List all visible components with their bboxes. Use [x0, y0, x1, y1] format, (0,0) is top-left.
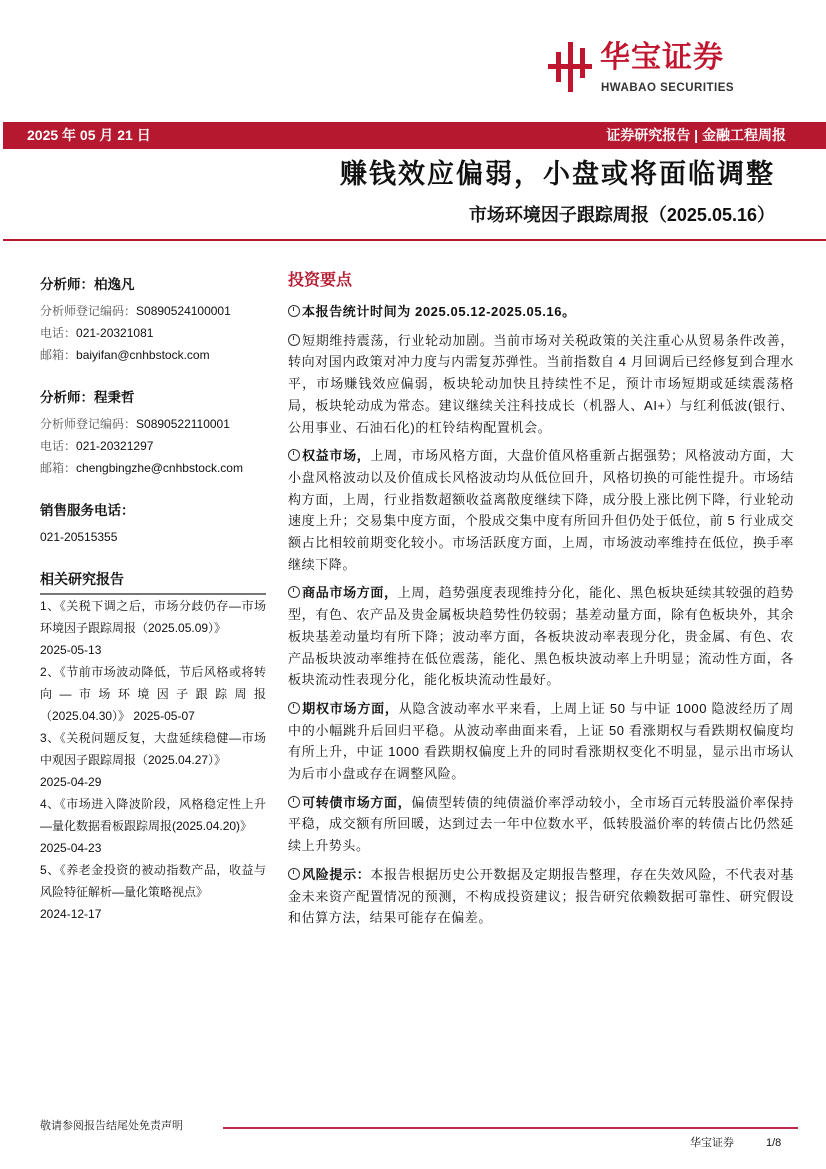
related-title[interactable]: 3、《关税问题反复，大盘延续稳健—市场中观因子跟踪周报（2025.04.27）》 [40, 731, 266, 767]
clock-bullet-icon [288, 449, 300, 461]
summary-paragraph [288, 582, 794, 691]
paragraph-text: 上周，趋势强度表现维持分化，能化、黑色板块延续其较强的趋势型，有色、农产品及贵金属板块趋势性仍较弱；基差动量方面，除有色板块外，其余板块基差动量均有所下降；波动率方面，各板块波动率表现分化，贵金属、有色、农产品板块波动率维持在低位震荡，能化、黑色板块波动率上升明显；流动性方面，各板块流动性表现分化，能化板块流动性最好。 [288, 585, 794, 688]
related-report-item[interactable] [40, 859, 266, 925]
related-reports-heading: 相关研究报告 [40, 570, 266, 595]
summary-paragraph [288, 698, 794, 785]
email-label: 邮箱： [40, 461, 77, 475]
paragraph-text: 本报告根据历史公开数据及定期报告整理，存在失效风险，不代表对基金未来资产配置情况的预测，不构成投资建议；报告研究依赖数据可靠性、研究假设和估算方法，结果可能存在偏差。 [288, 866, 794, 926]
header-bar [3, 122, 826, 149]
analyst-heading: 分析师：柏逸凡 [40, 277, 135, 292]
clock-bullet-icon [288, 305, 300, 317]
paragraph-lead: 权益市场， [302, 448, 371, 464]
analyst-block [40, 276, 266, 366]
summary-paragraph [288, 301, 794, 323]
paragraph-text: 上周，市场风格方面，大盘价值风格重新占据强势；风格波动方面，大小盘风格波动以及价值成长风格波动均从低位回升，风格切换的可能性提升。市场结构方面，上周，行业指数超额收益离散度继续下降，成分股上涨比例下降，行业轮动速度上升；交易集中度方面，个股成交集中度有所回升但仍处于低位，前 5 行业成交额占比相较前期变化较小。市场活跃度方面，上周，市场波动率维持在低位，换手率继续下降。 [288, 448, 794, 572]
sales-heading: 销售服务电话： [40, 503, 135, 518]
hwabao-logo-icon [548, 42, 592, 92]
tel: 021-20321081 [76, 326, 154, 340]
logo-text-cn: 华宝证券 [600, 41, 724, 74]
paragraph-lead: 风险提示： [302, 866, 371, 882]
related-date: 2024-12-17 [40, 907, 102, 921]
paragraph-lead: 期权市场方面， [302, 700, 399, 716]
summary-paragraph [288, 330, 794, 439]
analyst-heading: 分析师：程秉哲 [40, 390, 135, 405]
related-title[interactable]: 5、《养老金投资的被动指数产品，收益与风险特征解析—量化策略视点》 [40, 863, 266, 899]
related-title[interactable]: 4、《市场进入降波阶段，风格稳定性上升—量化数据看板跟踪周报(2025.04.20)》 [40, 797, 266, 833]
email-label: 邮箱： [40, 348, 77, 362]
reg-label: 分析师登记编码： [40, 417, 137, 431]
summary-paragraph [288, 792, 794, 857]
related-report-item[interactable] [40, 595, 266, 661]
paragraph-lead: 本报告统计时间为 2025.05.12-2025.05.16。 [302, 304, 576, 319]
related-date: 2025-04-23 [40, 841, 102, 855]
company-logo [548, 42, 788, 98]
related-report-item[interactable] [40, 661, 266, 727]
tel-label: 电话： [40, 439, 77, 453]
related-list [40, 595, 266, 925]
paragraph-text: 从隐含波动率水平来看，上周上证 50 与中证 1000 隐波经历了周中的小幅跳升后回归平稳。从波动率曲面来看，上证 50 看涨期权与看跌期权偏度均有所上升，中证 1000 看跌期权偏度上升的同时看涨期权变化不明显，显示出市场认为后市小盘或存在调整风险。 [288, 700, 794, 782]
email-link[interactable]: baiyifan@cnhbstock.com [76, 348, 210, 362]
footer-brand: 华宝证券 [690, 1137, 734, 1149]
clock-bullet-icon [288, 796, 300, 808]
related-report-item[interactable] [40, 727, 266, 793]
paragraph-lead: 可转债市场方面， [302, 794, 412, 810]
paragraph-text: 短期维持震荡，行业轮动加剧。当前市场对关税政策的关注重心从贸易条件改善，转向对国内政策对冲力度与内需复苏弹性。当前指数自 4 月回调后已经修复到合理水平，市场赚钱效应偏弱，板块轮动加快且持续性不足，预计市场短期或延续震荡格局，板块轮动成为常态。建议继续关注科技成长（机器人、AI+）与红利低波(银行、公用事业、石油石化)的杠铃结构配置机会。 [288, 332, 794, 435]
logo-text-en: HWABAO SECURITIES [601, 82, 735, 94]
related-report-item[interactable] [40, 793, 266, 859]
reg-code: S0890522110001 [136, 417, 230, 431]
related-date: 2025-05-07 [133, 709, 195, 723]
related-title[interactable]: 2、《节前市场波动降低，节后风格或将转向—市场环境因子跟踪周报（2025.04.30）》 [40, 665, 266, 723]
clock-bullet-icon [288, 702, 300, 714]
report-date: 2025 年 05 月 21 日 [27, 127, 151, 143]
related-title[interactable]: 1、《关税下调之后，市场分歧仍存—市场环境因子跟踪周报（2025.05.09）》 [40, 599, 266, 635]
page-number: 1/8 [766, 1137, 782, 1149]
section-heading: 投资要点 [288, 272, 353, 289]
clock-bullet-icon [288, 586, 300, 598]
reg-code: S0890524100001 [136, 304, 231, 318]
sales-tel: 021-20515355 [40, 530, 118, 544]
paragraph-text: 偏债型转债的纯债溢价率浮动较小，全市场百元转股溢价率保持平稳，成交额有所回暖，达到过去一年中位数水平，低转股溢价率的转债占比仍然延续上升势头。 [288, 794, 794, 854]
related-date: 2025-04-29 [40, 775, 102, 789]
reg-label: 分析师登记编码： [40, 304, 137, 318]
clock-bullet-icon [288, 334, 300, 346]
report-type: 证券研究报告 | 金融工程周报 [606, 127, 786, 143]
header-divider [3, 239, 826, 241]
summary-paragraph [288, 864, 794, 929]
clock-bullet-icon [288, 868, 300, 880]
tel-label: 电话： [40, 326, 77, 340]
tel: 021-20321297 [76, 439, 154, 453]
page-title: 赚钱效应偏弱，小盘或将面临调整 [340, 159, 775, 189]
analyst-block [40, 389, 266, 479]
summary-paragraph [288, 445, 794, 575]
related-date: 2025-05-13 [40, 643, 102, 657]
main-content [288, 271, 794, 936]
page-subtitle: 市场环境因子跟踪周报（2025.05.16） [468, 205, 775, 225]
footer-divider [223, 1127, 798, 1129]
email-link[interactable]: chengbingzhe@cnhbstock.com [76, 461, 243, 475]
footer-disclaimer: 敬请参阅报告结尾处免责声明 [40, 1120, 183, 1132]
sidebar [40, 276, 266, 925]
paragraph-lead: 商品市场方面， [302, 585, 398, 601]
